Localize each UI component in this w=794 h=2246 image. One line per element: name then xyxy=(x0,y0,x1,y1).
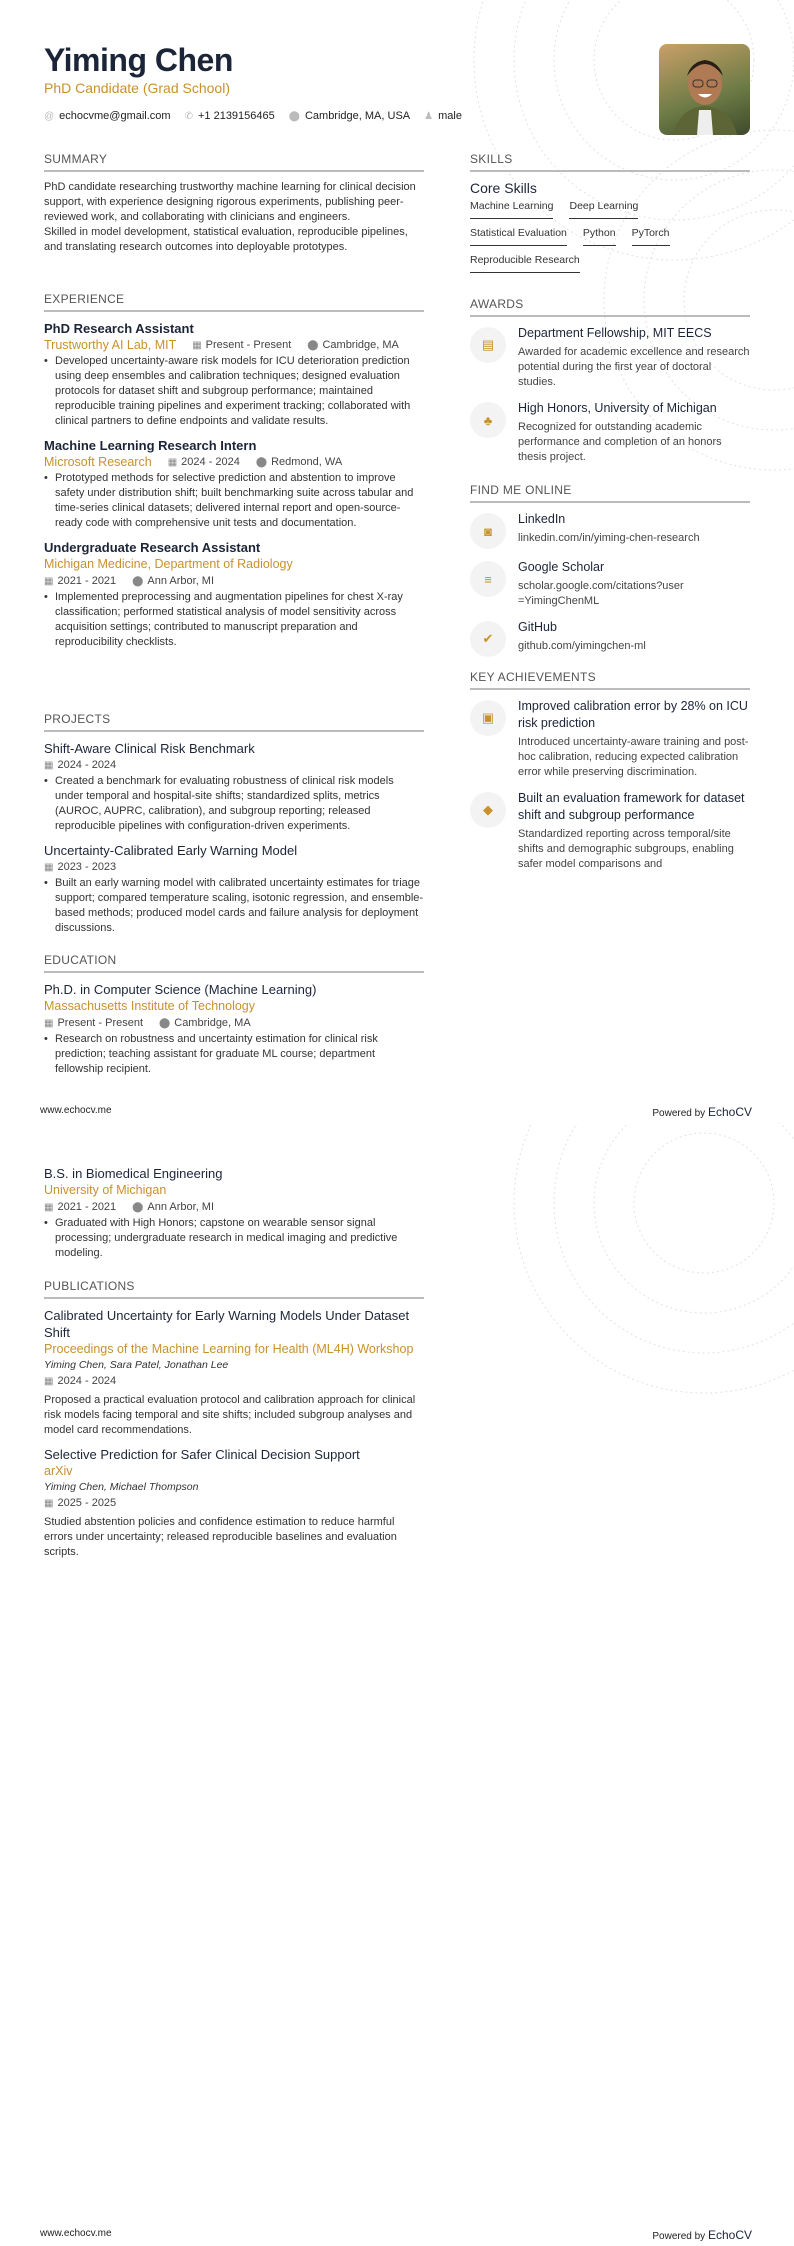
online-title: LinkedIn xyxy=(518,512,566,526)
clipboard-icon: ▣ xyxy=(470,700,506,736)
calendar-icon: ▦ xyxy=(44,862,54,873)
edu-dates: Present - Present xyxy=(57,1017,144,1029)
job-location: Cambridge, MA xyxy=(322,339,399,351)
resume-page-2 xyxy=(0,1123,794,2246)
education-item xyxy=(44,981,424,1077)
award-title: High Honors, University of Michigan xyxy=(518,401,717,415)
edu-bullet: • Graduated with High Honors; capstone on wearable sensor signal processing; undergraduate research in medical imaging and predictive modeling. xyxy=(44,1216,424,1261)
candidate-title: PhD Candidate (Grad School) xyxy=(44,80,230,96)
job-title: Machine Learning Research Intern xyxy=(44,438,257,453)
skill-tag: Machine Learning xyxy=(470,200,553,219)
calendar-icon: ▦ xyxy=(167,457,178,468)
job-title: Undergraduate Research Assistant xyxy=(44,540,261,555)
award-item xyxy=(470,325,750,390)
experience-item xyxy=(44,320,424,429)
location-pin-icon: ⬤ xyxy=(255,457,268,468)
powered-by-text: Powered by xyxy=(652,1108,706,1119)
gender-text: male xyxy=(438,110,462,122)
contact-gender xyxy=(424,110,462,122)
calendar-icon: ▦ xyxy=(44,1202,54,1213)
project-bullet: • Built an early warning model with calibrated uncertainty estimates for triage support; compared temperature scaling, isotonic regression, and ensemble-based methods; produced model cards and failure analysis for deployment discussions. xyxy=(44,876,424,936)
publication-dates: 2025 - 2025 xyxy=(57,1497,117,1509)
degree: Ph.D. in Computer Science (Machine Learning) xyxy=(44,982,317,997)
check-circle-icon: ✔ xyxy=(470,621,506,657)
phone-text: +1 2139156465 xyxy=(197,110,275,122)
edu-dates: 2021 - 2021 xyxy=(57,1201,117,1213)
achievement-desc: Introduced uncertainty-aware training and post-hoc calibration, reducing expected calibration error while preserving discrimination. xyxy=(518,736,749,778)
achievement-desc: Standardized reporting across temporal/site shifts and demographic subgroups, enabling safer model comparisons and xyxy=(518,828,734,870)
award-desc: Awarded for academic excellence and research potential during the first year of doctoral studies. xyxy=(518,346,750,388)
job-location: Redmond, WA xyxy=(271,456,343,468)
resume-header xyxy=(44,42,644,122)
employer: Trustworthy AI Lab, MIT xyxy=(44,338,177,352)
email-text: echocvme@gmail.com xyxy=(59,110,171,122)
summary-paragraph: Skilled in model development, statistical evaluation, reproducible pipelines, and translating research outcomes into deployable prototypes. xyxy=(44,226,408,253)
location-pin-icon: ⬤ xyxy=(159,1018,171,1029)
camera-icon: ◙ xyxy=(470,513,506,549)
online-section xyxy=(470,483,750,667)
location-text: Cambridge, MA, USA xyxy=(304,110,411,122)
job-title: PhD Research Assistant xyxy=(44,321,194,336)
online-link[interactable]: linkedin.com/in/yiming-chen-research xyxy=(518,532,700,544)
decorative-circles xyxy=(374,1123,794,1633)
online-title: GitHub xyxy=(518,620,557,634)
publication-authors: Yiming Chen, Michael Thompson xyxy=(44,1481,199,1493)
publication-venue: arXiv xyxy=(44,1464,73,1478)
document-icon: ▤ xyxy=(470,327,506,363)
publications-heading: PUBLICATIONS xyxy=(44,1279,424,1299)
publication-authors: Yiming Chen, Sara Patel, Jonathan Lee xyxy=(44,1359,229,1371)
skill-tag: PyTorch xyxy=(632,227,670,246)
edu-location: Ann Arbor, MI xyxy=(147,1201,215,1213)
awards-heading: AWARDS xyxy=(470,297,750,317)
skills-list xyxy=(470,200,750,277)
job-dates: 2024 - 2024 xyxy=(181,456,240,468)
page-footer xyxy=(40,2228,752,2242)
employer: Michigan Medicine, Department of Radiology xyxy=(44,557,293,571)
project-item xyxy=(44,842,424,936)
project-title: Shift-Aware Clinical Risk Benchmark xyxy=(44,741,255,756)
list-icon: ≡ xyxy=(470,561,506,597)
publication-venue: Proceedings of the Machine Learning for Health (ML4H) Workshop xyxy=(44,1342,414,1356)
online-link[interactable]: scholar.google.com/citations?user=YimingChenML xyxy=(518,580,684,607)
achievement-item xyxy=(470,698,750,780)
awards-section xyxy=(470,297,750,475)
skill-tag: Deep Learning xyxy=(569,200,638,219)
summary-paragraph: PhD candidate researching trustworthy machine learning for clinical decision support, with experience designing rigorous experiments, publishing peer-reviewed work, and collaborating with clinicians and engineers. xyxy=(44,181,416,223)
location-pin-icon: ⬤ xyxy=(132,576,144,587)
online-item-linkedin[interactable] xyxy=(470,511,750,549)
achievement-title: Improved calibration error by 28% on ICU risk prediction xyxy=(518,699,748,730)
publication-item xyxy=(44,1307,424,1438)
calendar-icon: ▦ xyxy=(44,576,54,587)
school: University of Michigan xyxy=(44,1183,167,1197)
education-heading: EDUCATION xyxy=(44,953,424,973)
calendar-icon: ▦ xyxy=(44,1498,54,1509)
summary-section xyxy=(44,152,424,255)
award-item xyxy=(470,400,750,465)
job-location: Ann Arbor, MI xyxy=(147,575,215,587)
online-item-scholar[interactable] xyxy=(470,559,750,609)
profile-photo xyxy=(659,44,750,135)
job-bullet: • Implemented preprocessing and augmentation pipelines for chest X-ray classification; performed statistical analysis of model sensitivity across acquisition settings; contributed to manuscript preparation and reproducibility checklists. xyxy=(44,590,424,650)
publication-desc: Studied abstention policies and confidence estimation to reduce harmful errors under uncertainty; released reproducible baselines and evaluation scripts. xyxy=(44,1516,397,1558)
project-item xyxy=(44,740,424,834)
online-item-github[interactable] xyxy=(470,619,750,657)
tag-icon: ◆ xyxy=(470,792,506,828)
person-icon: ♟ xyxy=(424,111,434,122)
publication-item xyxy=(44,1446,424,1560)
skills-group-title: Core Skills xyxy=(470,180,537,196)
achievement-item xyxy=(470,790,750,872)
achievements-heading: KEY ACHIEVEMENTS xyxy=(470,670,750,690)
calendar-icon: ▦ xyxy=(44,1376,54,1387)
project-dates: 2023 - 2023 xyxy=(57,861,117,873)
education-item xyxy=(44,1165,424,1261)
project-bullet: • Created a benchmark for evaluating robustness of clinical risk models under temporal and hospital-site shifts; standardized splits, metrics (AUROC, AUPRC, calibration), and subgroup reporting; released reproducible pipelines with configuration-driven experiments. xyxy=(44,774,424,834)
education-continued xyxy=(44,1165,424,1269)
online-link[interactable]: github.com/yimingchen-ml xyxy=(518,640,646,652)
footer-site[interactable]: www.echocv.me xyxy=(40,1105,112,1116)
project-dates: 2024 - 2024 xyxy=(57,759,117,771)
calendar-icon: ▦ xyxy=(44,760,54,771)
publication-desc: Proposed a practical evaluation protocol and calibration approach for clinical risk models facing temporal and site shifts; included subgroup analyses and model card recommendations. xyxy=(44,1394,416,1436)
employer: Microsoft Research xyxy=(44,455,152,469)
footer-powered xyxy=(652,1105,752,1119)
skills-heading: SKILLS xyxy=(470,152,750,172)
calendar-icon: ▦ xyxy=(44,1018,54,1029)
contact-email[interactable] xyxy=(44,110,171,122)
bell-icon: ♣ xyxy=(470,402,506,438)
footer-site[interactable]: www.echocv.me xyxy=(40,2228,112,2239)
at-icon: @ xyxy=(44,111,55,122)
online-title: Google Scholar xyxy=(518,560,605,574)
publication-dates: 2024 - 2024 xyxy=(57,1375,117,1387)
footer-powered xyxy=(652,2228,752,2242)
edu-location: Cambridge, MA xyxy=(174,1017,251,1029)
award-desc: Recognized for outstanding academic performance and completion of an honors thesis project. xyxy=(518,421,722,463)
job-dates: Present - Present xyxy=(205,339,292,351)
projects-section xyxy=(44,712,424,944)
achievements-section xyxy=(470,670,750,882)
project-title: Uncertainty-Calibrated Early Warning Model xyxy=(44,843,298,858)
location-pin-icon: ⬤ xyxy=(132,1202,144,1213)
online-heading: FIND ME ONLINE xyxy=(470,483,750,503)
brand-name: EchoCV xyxy=(707,2228,752,2242)
edu-bullet: • Research on robustness and uncertainty estimation for clinical risk prediction; teaching assistant for graduate ML course; department fellowship recipient. xyxy=(44,1032,424,1077)
skill-tag: Python xyxy=(583,227,616,246)
skill-tag: Reproducible Research xyxy=(470,254,580,273)
location-pin-icon: ⬤ xyxy=(288,111,300,122)
experience-section xyxy=(44,292,424,658)
degree: B.S. in Biomedical Engineering xyxy=(44,1166,223,1181)
school: Massachusetts Institute of Technology xyxy=(44,999,255,1013)
projects-heading: PROJECTS xyxy=(44,712,424,732)
job-bullet: • Developed uncertainty-aware risk models for ICU deterioration prediction using deep ensembles and calibration techniques; designed evaluation protocols for dataset shift and subgroup performance; maintained reproducible training pipelines and experiment tracking; collaborated with clinical partners to define endpoints and validate results. xyxy=(44,354,424,429)
achievement-title: Built an evaluation framework for dataset shift and subgroup performance xyxy=(518,791,745,822)
calendar-icon: ▦ xyxy=(192,340,202,351)
experience-item xyxy=(44,437,424,531)
job-dates: 2021 - 2021 xyxy=(57,575,117,587)
location-pin-icon: ⬤ xyxy=(307,340,319,351)
summary-heading: SUMMARY xyxy=(44,152,424,172)
publication-title: Calibrated Uncertainty for Early Warning Models Under Dataset Shift xyxy=(44,1308,410,1340)
candidate-name: Yiming Chen xyxy=(44,42,233,78)
contact-location xyxy=(289,110,410,122)
award-title: Department Fellowship, MIT EECS xyxy=(518,326,712,340)
experience-heading: EXPERIENCE xyxy=(44,292,424,312)
page-footer xyxy=(40,1105,752,1119)
education-section xyxy=(44,953,424,1085)
skills-section xyxy=(470,152,750,277)
job-bullet: • Prototyped methods for selective prediction and abstention to improve safety under distribution shift; built benchmarking suite across tabular and time-series clinical datasets; delivered internal report and open-source-ready code with comprehensive unit tests and documentation. xyxy=(44,471,424,531)
skill-tag: Statistical Evaluation xyxy=(470,227,567,246)
publication-title: Selective Prediction for Safer Clinical Decision Support xyxy=(44,1447,360,1462)
phone-icon: ✆ xyxy=(184,111,193,122)
experience-item xyxy=(44,539,424,650)
publications-section xyxy=(44,1279,424,1568)
powered-by-text: Powered by xyxy=(652,2231,706,2242)
contact-info xyxy=(44,110,644,122)
contact-phone[interactable] xyxy=(185,110,275,122)
brand-name: EchoCV xyxy=(707,1105,752,1119)
